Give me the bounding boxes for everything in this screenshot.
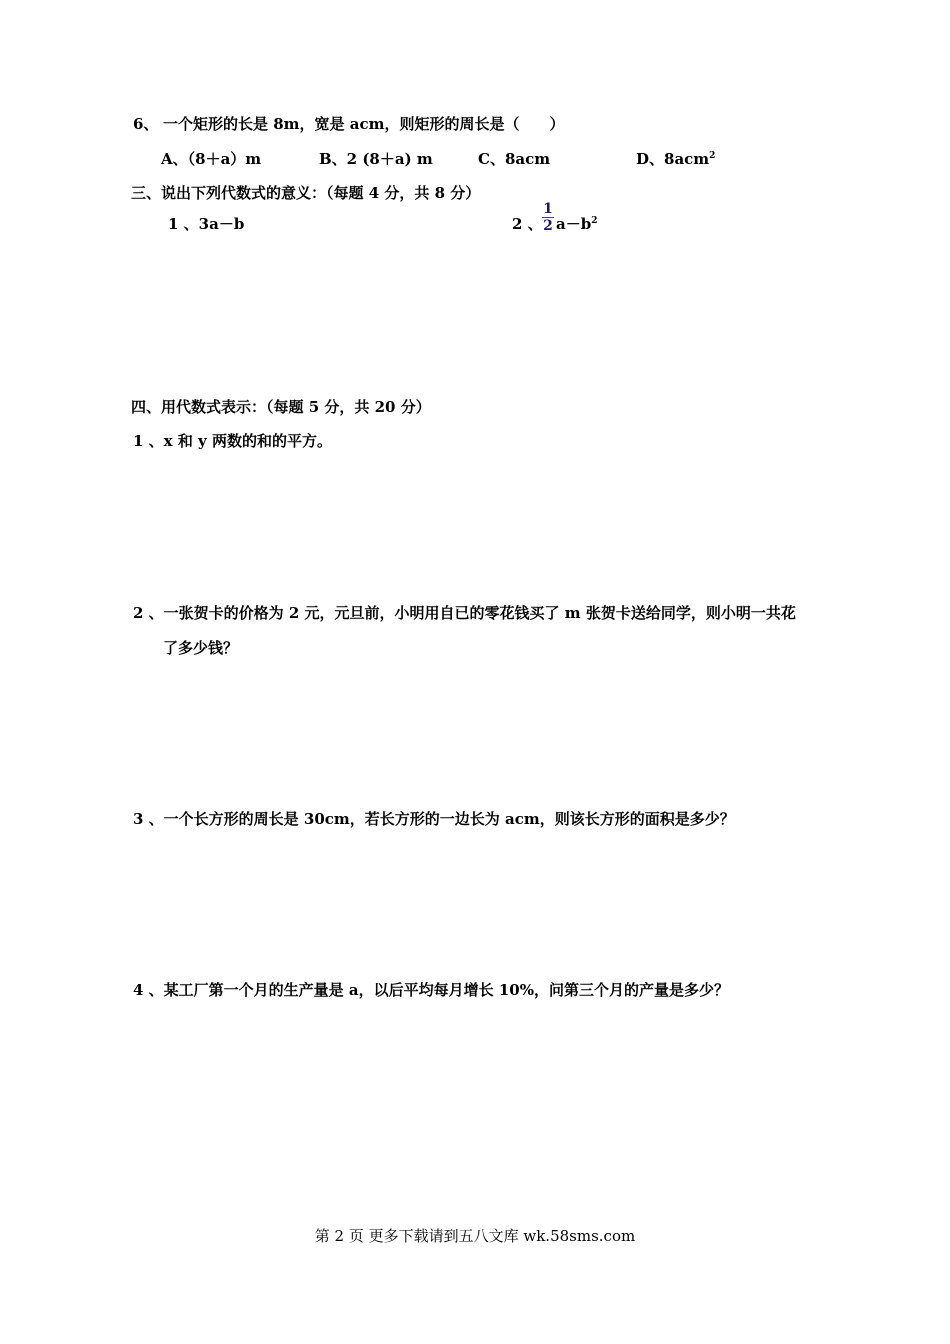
q6-option-c: C、8acm <box>478 150 551 168</box>
section-3-item-2-expression: $a-b^2$ <box>556 215 598 233</box>
section-4-question-2-line-1: 2 、一张贺卡的价格为 2 元，元旦前，小明用自已的零花钱买了 m 张贺卡送给同学，则小明一共花 <box>133 604 796 622</box>
section-3-title: 三、说出下列代数式的意义：（每题 4 分，共 8 分） <box>131 184 481 202</box>
section-4-question-1: 1 、x 和 y 两数的和的平方。 <box>133 432 332 450</box>
section-3-item-1: 1 、3a－b <box>168 215 245 233</box>
section-4-question-2-line-2: 了多少钱？ <box>163 639 239 657</box>
fraction-denominator: 2 <box>543 218 553 234</box>
section-3-item-2-exponent: 2 <box>591 216 598 226</box>
q6-option-a: A、（8＋a）m <box>161 150 262 168</box>
fraction-numerator: 1 <box>543 201 553 217</box>
section-3-item-2-prefix: 2 、 <box>512 215 543 233</box>
section-4-title: 四、用代数式表示：（每题 5 分，共 20 分） <box>131 398 431 416</box>
q6-option-d-exponent: 2 <box>709 151 716 161</box>
q6-option-b: B、2 (8＋a) m <box>319 150 433 168</box>
fraction-one-half <box>541 201 555 234</box>
q6-number: 6、 <box>133 115 159 133</box>
q6-text: 一个矩形的长是 8m，宽是 acm，则矩形的周长是（ ） <box>163 115 565 133</box>
page-footer: 第 2 页 更多下载请到五八文库 wk.58sms.com <box>314 1227 636 1245</box>
q6-option-d: D、8acm$^2$ <box>636 150 716 168</box>
section-4-question-3: 3 、一个长方形的周长是 30cm，若长方形的一边长为 acm，则该长方形的面积是多少？ <box>133 810 735 828</box>
section-4-question-4: 4 、某工厂第一个月的生产量是 a，以后平均每月增长 10%，问第三个月的产量是多少？ <box>133 981 729 999</box>
